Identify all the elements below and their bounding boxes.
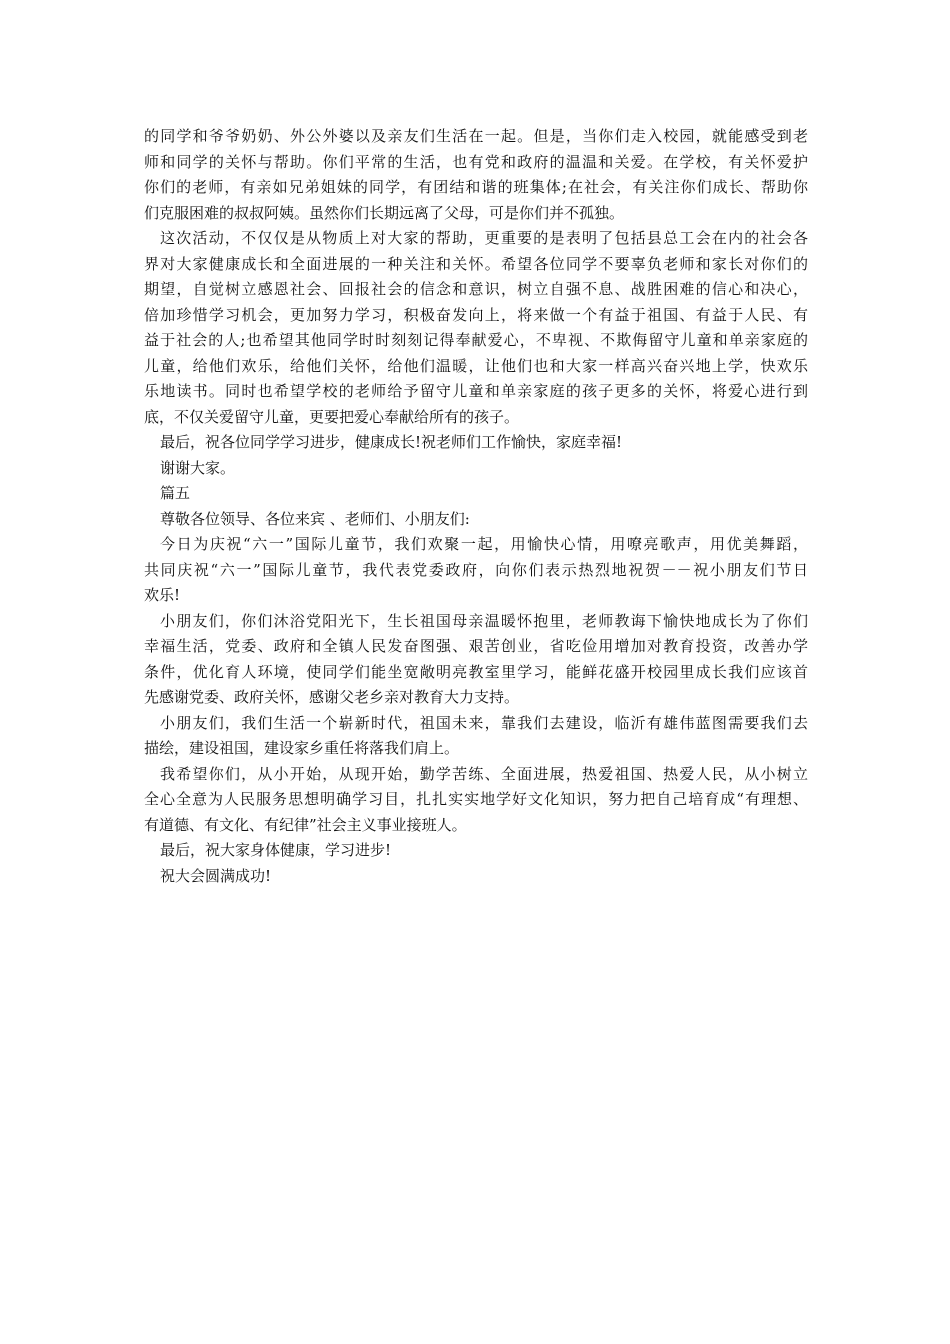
text-line: 幸福生活，党委、政府和全镇人民发奋图强、艰苦创业，省吃俭用增加对教育投资，改善办学: [144, 637, 808, 655]
text-line: 有道德、有文化、有纪律”社会主义事业接班人。: [144, 815, 467, 834]
paragraph: [144, 481, 808, 507]
text-line: 们克服困难的叔叔阿姨。虽然你们长期远离了父母，可是你们并不孤独。: [144, 203, 625, 222]
text-line: 条件，优化育人环境，使同学们能坐宽敞明亮教室里学习，能鲜花盛开校园里成长我们应该首: [144, 662, 808, 681]
text-line: 师和同学的关怀与帮助。你们平常的生活，也有党和政府的温温和关爱。在学校，有关怀爱护: [144, 152, 808, 171]
text-line: 共同庆祝“六一”国际儿童节，我代表党委政府，向你们表示热烈地祝贺－－祝小朋友们节日: [144, 560, 808, 579]
text-line: 我希望你们，从小开始，从现开始，勤学苦练、全面进展，热爱祖国、热爱人民，从小树立: [160, 764, 808, 783]
text-line: 描绘，建设祖国，建设家乡重任将落我们肩上。: [144, 739, 460, 757]
text-line: 底，不仅关爱留守儿童，更要把爱心奉献给所有的孩子。: [144, 407, 520, 426]
text-line: 先感谢党委、政府关怀，感谢父老乡亲对教育大力支持。: [144, 688, 520, 706]
text-line: 益于社会的人;也希望其他同学时时刻刻记得奉献爱心，不卑视、不欺侮留守儿童和单亲家庭的: [144, 331, 808, 349]
text-line: 小朋友们，我们生活一个崭新时代，祖国未来，靠我们去建设，临沂有雄伟蓝图需要我们去: [160, 713, 808, 732]
paragraph: [144, 456, 808, 482]
text-line: 儿童，给他们欢乐，给他们关怀，给他们温暖，让他们也和大家一样高兴奋兴地上学，快欢乐: [144, 356, 808, 375]
text-line: 尊敬各位领导、各位来宾 、老师们、小朋友们:: [160, 509, 470, 528]
text-line: 小朋友们，你们沐浴党阳光下，生长祖国母亲温暖怀抱里，老师教诲下愉快地成长为了你们: [160, 611, 808, 630]
paragraph: [144, 430, 808, 456]
paragraph: [144, 507, 808, 533]
text-line: 今日为庆祝“六一”国际儿童节，我们欢聚一起，用愉快心情，用嘹亮歌声，用优美舞蹈，: [160, 535, 808, 553]
text-line: 界对大家健康成长和全面进展的一种关注和关怀。希望各位同学不要辜负老师和家长对你们的: [144, 254, 808, 273]
paragraph: [144, 838, 808, 864]
paragraph: [144, 609, 808, 711]
paragraph: [144, 226, 808, 430]
text-line: 谢谢大家。: [160, 458, 236, 477]
text-line: 期望，自觉树立感恩社会、回报社会的信念和意识，树立自强不息、战胜困难的信心和决心，: [144, 280, 808, 298]
text-line: 这次活动，不仅仅是从物质上对大家的帮助，更重要的是表明了包括县总工会在内的社会各: [160, 229, 808, 247]
text-line: 你们的老师，有亲如兄弟姐妹的同学，有团结和谐的班集体;在社会，有关注你们成长、帮助你: [144, 178, 808, 196]
paragraph: [144, 124, 808, 226]
text-line: 祝大会圆满成功!: [160, 866, 272, 885]
text-line: 欢乐!: [144, 586, 181, 604]
text-line: 最后，祝各位同学学习进步，健康成长!祝老师们工作愉快，家庭幸福!: [160, 433, 623, 451]
text-line: 倍加珍惜学习机会，更加努力学习，积极奋发向上，将来做一个有益于祖国、有益于人民、有: [144, 305, 808, 324]
text-line: 乐地读书。同时也希望学校的老师给予留守儿童和单亲家庭的孩子更多的关怀，将爱心进行到: [144, 382, 808, 400]
text-line: 全心全意为人民服务思想明确学习目，扎扎实实地学好文化知识，努力把自己培育成“有理想、: [144, 790, 808, 808]
document-body: [144, 124, 808, 889]
paragraph: [144, 864, 808, 890]
text-line: 篇五: [160, 484, 191, 502]
text-line: 最后，祝大家身体健康，学习进步!: [160, 841, 392, 859]
paragraph: [144, 532, 808, 609]
paragraph: [144, 762, 808, 839]
paragraph: [144, 711, 808, 762]
text-line: 的同学和爷爷奶奶、外公外婆以及亲友们生活在一起。但是，当你们走入校园，就能感受到老: [144, 127, 808, 145]
